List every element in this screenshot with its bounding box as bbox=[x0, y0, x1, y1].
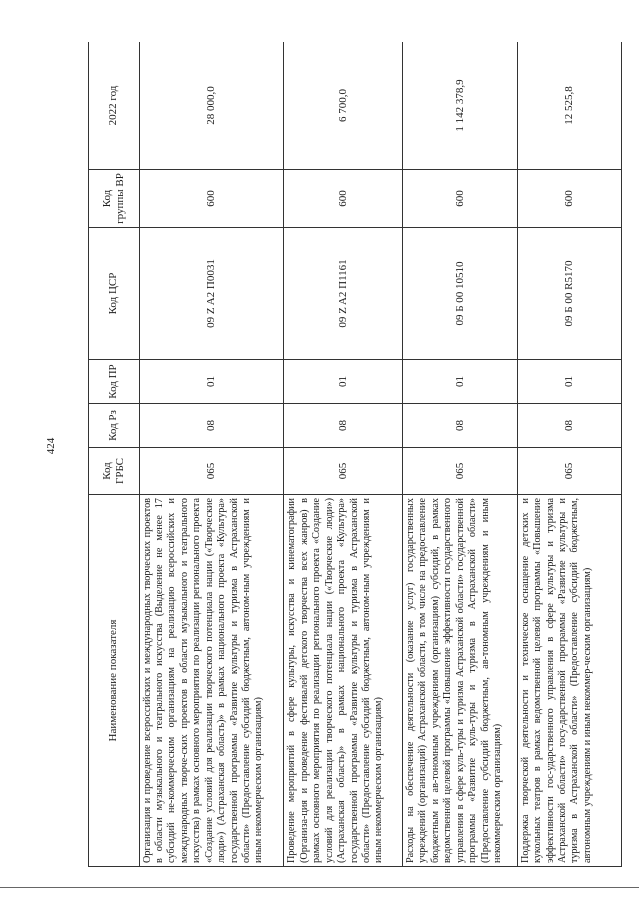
row-pr: 01 bbox=[284, 360, 403, 404]
row-pr: 01 bbox=[402, 360, 517, 404]
footer-rule bbox=[0, 887, 639, 888]
header-pr: Код ПР bbox=[89, 360, 140, 404]
row-rz: 08 bbox=[517, 404, 621, 448]
row-grbs: 065 bbox=[284, 448, 403, 495]
row-rz: 08 bbox=[284, 404, 403, 448]
row-2022: 28 000,0 bbox=[139, 42, 284, 170]
row-2022: 6 700,0 bbox=[284, 42, 403, 170]
page-number: 424 bbox=[45, 437, 57, 455]
row-rz: 08 bbox=[402, 404, 517, 448]
table-row bbox=[517, 42, 621, 867]
row-name: Поддержка творческой деятельности и техническое оснащение детских и кукольных театров в рамках ведомственной целевой программы «Повышение эффективности гос-ударственного управления в сфере культуры и туризма Астраханской области» госу-дарственной программы «Развитие культуры и туризма в Астраханской области» (Предоставление субсидий бюджетным, автономным учреждениям и иным некоммер-ческим организациям) bbox=[517, 495, 621, 867]
table-row bbox=[139, 42, 284, 867]
row-csr: 09 Б 00 10510 bbox=[402, 228, 517, 360]
row-vr: 600 bbox=[284, 170, 403, 228]
row-grbs: 065 bbox=[517, 448, 621, 495]
row-csr: 09 Z A2 П1161 bbox=[284, 228, 403, 360]
header-vr: Код группы ВР bbox=[89, 170, 140, 228]
header-grbs: Код ГРБС bbox=[89, 448, 140, 495]
row-vr: 600 bbox=[517, 170, 621, 228]
row-2022: 12 525,8 bbox=[517, 42, 621, 170]
header-rz: Код Рз bbox=[89, 404, 140, 448]
header-name: Наименование показателя bbox=[89, 495, 140, 867]
budget-table bbox=[88, 42, 622, 867]
header-csr: Код ЦСР bbox=[89, 228, 140, 360]
header-2022: 2022 год bbox=[89, 42, 140, 170]
row-csr: 09 Z A2 П0031 bbox=[139, 228, 284, 360]
table-row bbox=[284, 42, 403, 867]
row-pr: 01 bbox=[139, 360, 284, 404]
row-grbs: 065 bbox=[139, 448, 284, 495]
row-vr: 600 bbox=[139, 170, 284, 228]
row-name: Расходы на обеспечение деятельности (оказание услуг) государственных учреждений (организаций) Астраханской области, в том числе на предоставление бюджетным и ав-тономным учреждениям (организациям) субсидий, в рамках ведомственной целевой программы «Повышение эффективности государственного управления в сфере куль-туры и туризма Астраханской области» государственной программы «Развитие куль-туры и туризма в Астраханской области» (Предоставление субсидий бюджетным, ав-тономным учреждениям и иным некоммерческим организациям) bbox=[402, 495, 517, 867]
row-vr: 600 bbox=[402, 170, 517, 228]
rotated-table-container bbox=[88, 42, 622, 867]
table-header-row bbox=[89, 42, 140, 867]
table-row bbox=[402, 42, 517, 867]
row-grbs: 065 bbox=[402, 448, 517, 495]
row-pr: 01 bbox=[517, 360, 621, 404]
row-2022: 1 142 378,9 bbox=[402, 42, 517, 170]
row-name: Организация и проведение всероссийских и международных творческих проектов в области музыкального и театрального искусства (Выделение не менее 17 субсидий не-коммерческим организациям на реализацию всероссийских и международных творче-ских проектов в области музыкального и театрального искусства) в рамках основного мероприятия по реализации регионального проекта «Создание условий для реализации творческого потенциала нации («Творческие люди») (Астраханская область)» в рамках национального проекта «Культура» государственной программы «Развитие культуры и туризма в Астраханской области» (Предоставление субсидий бюджетным, автоном-ным учреждениям и иным некоммерческим организациям) bbox=[139, 495, 284, 867]
row-rz: 08 bbox=[139, 404, 284, 448]
budget-table-sheet bbox=[88, 42, 622, 867]
row-csr: 09 Б 00 R5170 bbox=[517, 228, 621, 360]
row-name: Проведение мероприятий в сфере культуры, искусства и кинематографии (Организа-ция и проведение фестивалей детского творчества всех жанров) в рамках основного мероприятия по реализации регионального проекта «Создание условий для реализации творческого потенциала нации («Творческие люди») (Астраханская область)» в рамках национального проекта «Культура» государственной программы «Развитие культуры и туризма в Астраханской области» (Предоставление субсидий бюджетным, автоном-ным учреждениям и иным некоммерческим организациям) bbox=[284, 495, 403, 867]
